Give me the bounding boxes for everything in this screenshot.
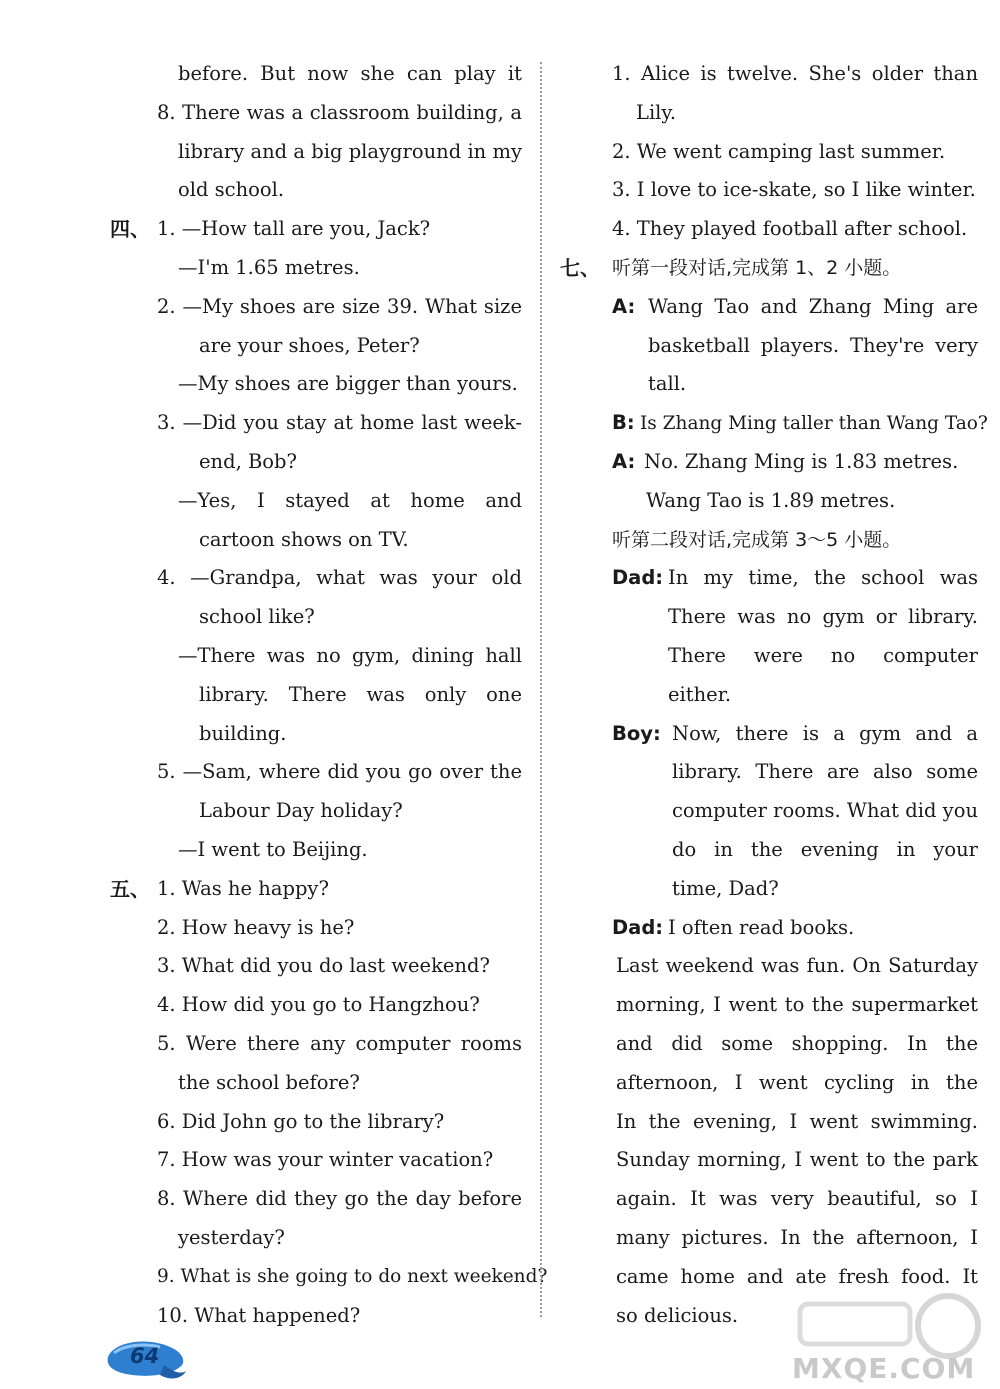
essay-line — [616, 947, 978, 986]
answer-line: 4. —Grandpa, what was your old — [157, 566, 522, 590]
essay-line: afternoon, I went cycling in the — [616, 1070, 978, 1094]
dialog-line: either. — [668, 682, 732, 706]
dialog-line: do in the evening in your — [672, 837, 978, 861]
answer-line: yesterday? — [178, 1225, 285, 1249]
dialog-text: Wang Tao and Zhang Ming are — [648, 294, 978, 318]
essay-line: Sunday morning, I went to the park — [616, 1148, 978, 1172]
answer-line: 3. —Did you stay at home last week- — [157, 411, 522, 435]
answer-line: library. There was only one — [199, 682, 522, 706]
answer-line: —I'm 1.65 metres. — [178, 255, 360, 279]
dialog-line — [612, 404, 988, 443]
answer-line: 8. Where did they go the day before — [157, 1187, 522, 1211]
dialog-line: time, Dad? — [672, 876, 779, 900]
answer-line — [110, 870, 522, 909]
dialog-line: Wang Tao is 1.89 metres. — [646, 488, 896, 512]
answer-text: 1. Was he happy? — [157, 876, 329, 900]
column-divider — [540, 62, 542, 1317]
essay-line: many pictures. In the afternoon, I — [616, 1225, 978, 1249]
answer-line: 6. Did John go to the library? — [157, 1109, 445, 1133]
left-column — [110, 55, 548, 1335]
dialog-text: I often read books. — [668, 915, 855, 939]
speaker-label: B: — [612, 411, 635, 435]
dialog-line: tall. — [648, 372, 687, 396]
answer-line: 10. What happened? — [157, 1303, 361, 1327]
dialog-line: computer rooms. What did you — [672, 799, 978, 823]
page-number: 64 — [130, 1344, 160, 1368]
dialog-line: There were no computer — [668, 643, 978, 667]
answer-line: Lily. — [636, 100, 677, 124]
answer-line: 2. —My shoes are size 39. What size — [157, 294, 522, 318]
answer-line: cartoon shows on TV. — [199, 527, 409, 551]
essay-line: came home and ate fresh food. It — [616, 1264, 978, 1288]
answer-line — [110, 210, 522, 249]
section-label: 七、 — [560, 255, 600, 280]
answer-line — [612, 55, 978, 94]
essay-line: morning, I went to the supermarket — [616, 993, 978, 1017]
essay-line: In the evening, I went swimming. — [616, 1109, 978, 1133]
section-label: 四、 — [110, 217, 150, 242]
watermark-text: MXQE.COM — [792, 1352, 976, 1385]
speaker-label: A: — [612, 294, 636, 318]
answer-line: —I went to Beijing. — [178, 837, 368, 861]
dialog-line — [612, 443, 978, 482]
answer-line: 4. How did you go to Hangzhou? — [157, 993, 480, 1017]
answer-line: are your shoes, Peter? — [199, 333, 420, 357]
listening-heading: 听第二段对话,完成第 3～5 小题。 — [612, 528, 902, 551]
speaker-label: A: — [612, 449, 636, 473]
answer-line: 5. —Sam, where did you go over the — [157, 760, 522, 784]
dialog-text: Is Zhang Ming taller than Wang Tao? — [640, 413, 988, 435]
answer-line: before. But now she can play it — [178, 62, 522, 85]
dialog-line: There was no gym or library. — [668, 605, 978, 629]
heading-text: 听第一段对话,完成第 1、2 小题。 — [612, 256, 902, 279]
answer-line: library and a big playground in my — [178, 139, 522, 163]
answer-line: 3. I love to ice-skate, so I like winter. — [612, 178, 976, 202]
answer-line: 2. We went camping last summer. — [612, 139, 946, 163]
speaker-label: Dad: — [612, 915, 664, 939]
answer-line: 5. Were there any computer rooms — [157, 1031, 522, 1055]
answer-line: 2. How heavy is he? — [157, 915, 355, 939]
answer-line: 8. There was a classroom building, a — [157, 100, 522, 124]
answer-line: —There was no gym, dining hall — [178, 643, 522, 667]
essay-line: and did some shopping. In the — [616, 1031, 978, 1055]
dialog-line — [612, 909, 978, 948]
answer-line: 4. They played football after school. — [612, 217, 968, 241]
answer-line: 9. What is she going to do next weekend? — [157, 1265, 548, 1287]
dialog-line: basketball players. They're very — [648, 333, 978, 357]
answer-line: old school. — [178, 178, 285, 202]
dialog-line — [612, 559, 978, 598]
dialog-line — [612, 715, 978, 754]
essay-text: Last weekend was fun. On Saturday — [616, 954, 978, 978]
answer-line: the school before? — [178, 1070, 360, 1094]
dialog-text: Now, there is a gym and a — [672, 721, 978, 745]
dialog-line: library. There are also some — [672, 760, 978, 784]
answer-line: Labour Day holiday? — [199, 799, 403, 823]
dialog-line — [612, 288, 978, 327]
section-label: 五、 — [110, 876, 150, 901]
answer-line: —My shoes are bigger than yours. — [178, 372, 518, 396]
right-column — [560, 55, 988, 1335]
dialog-text: No. Zhang Ming is 1.83 metres. — [644, 449, 959, 473]
essay-line: again. It was very beautiful, so I — [616, 1187, 978, 1211]
answer-line: end, Bob? — [199, 449, 297, 473]
answer-line: school like? — [199, 605, 315, 629]
answer-line: —Yes, I stayed at home and — [178, 488, 522, 512]
answer-line: 7. How was your winter vacation? — [157, 1148, 494, 1172]
listening-heading — [560, 249, 978, 288]
answer-line: 3. What did you do last weekend? — [157, 954, 490, 978]
speaker-label: Boy: — [612, 721, 661, 745]
answer-text: 1. Alice is twelve. She's older than — [612, 62, 978, 85]
answer-line: building. — [199, 721, 287, 745]
answer-text: 1. —How tall are you, Jack? — [157, 217, 431, 241]
dialog-text: In my time, the school was — [668, 566, 978, 590]
essay-line: so delicious. — [616, 1303, 739, 1327]
speaker-label: Dad: — [612, 566, 664, 590]
